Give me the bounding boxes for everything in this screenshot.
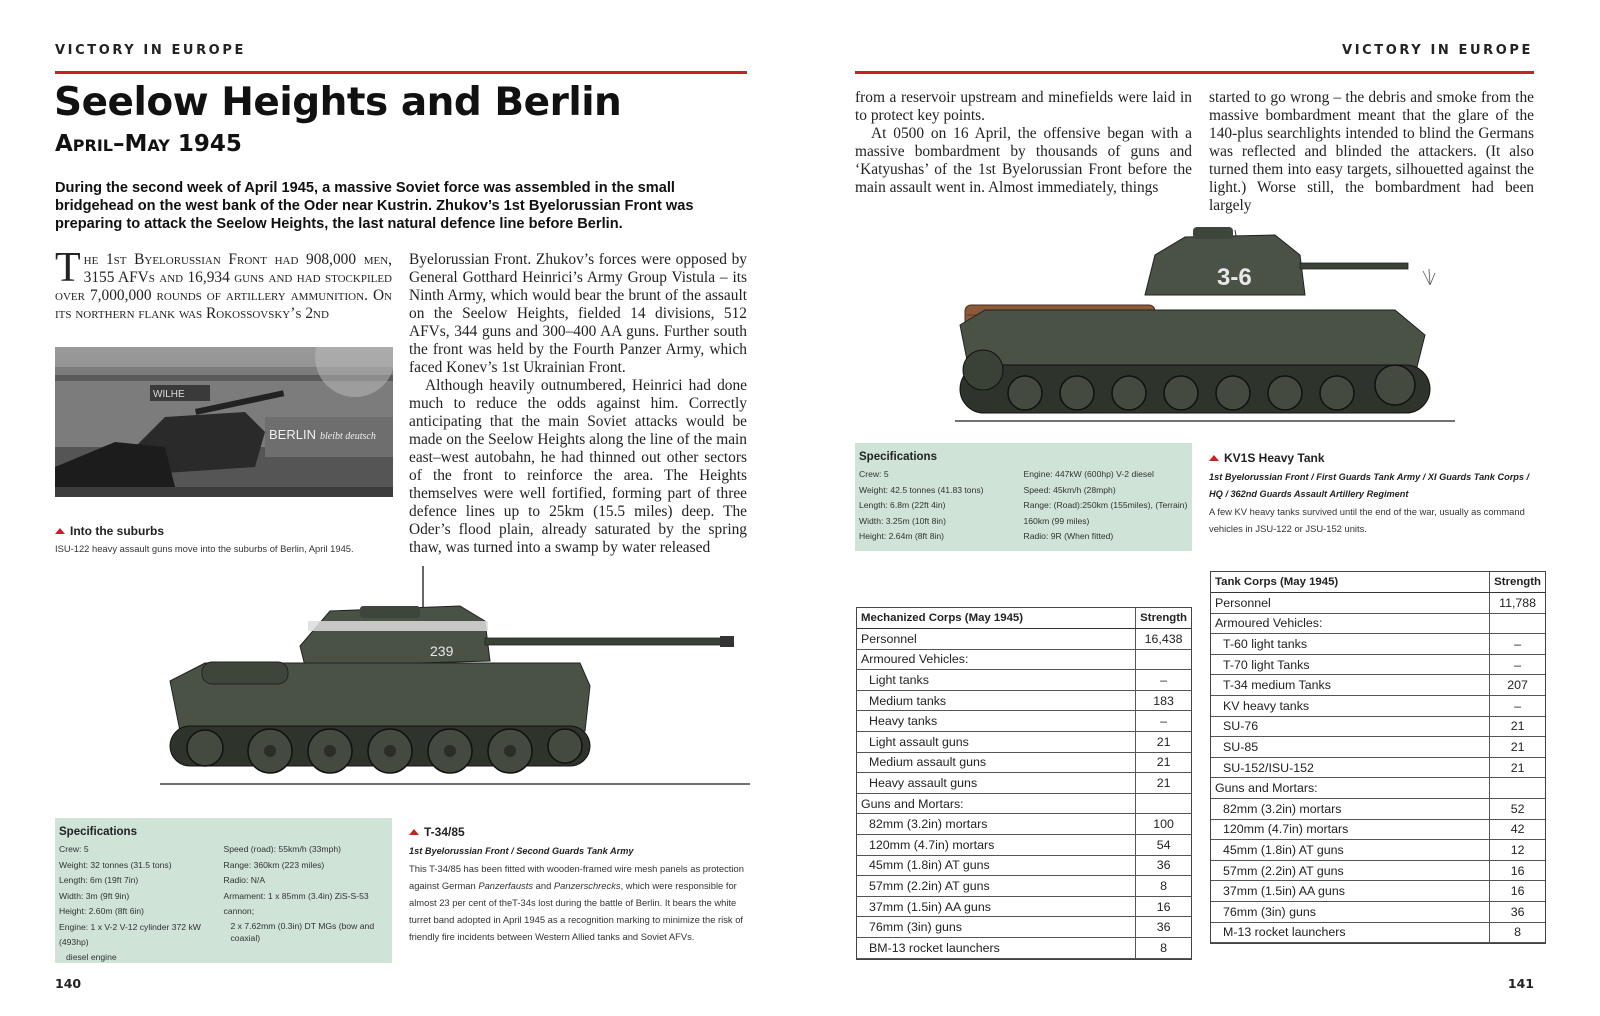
left-col2-para-2: Although heavily outnumbered, Heinrici had done much to reduce the odds against him. Correctly anticipating that the main Soviet attacks would be made on the Seelow Heights along the line of the main east–west autobahn, he had thinned out other sectors of the front to reinforce the area. The Heights themselves were well fortified, forming part of three defence lines up to 25km (15.5 miles) deep. The Oder’s flood plain, already saturated by the spring thaw, was turned into a swamp by water released: [409, 377, 747, 556]
spec-height: Height: 2.64m (8ft 8in): [859, 531, 945, 541]
table-row: [857, 876, 1191, 897]
row-value: 100: [1136, 814, 1191, 835]
table-row: [1211, 922, 1545, 943]
running-head-left: VICTORY IN EUROPE: [55, 43, 246, 58]
row-label: SU-85: [1211, 737, 1490, 758]
table-row: [857, 814, 1191, 835]
table-row: [857, 629, 1191, 650]
table-header-strength: Strength: [1136, 608, 1191, 629]
row-value: [1490, 778, 1545, 799]
t34-caption: [409, 825, 747, 945]
table-row: [857, 711, 1191, 732]
row-label: T-34 medium Tanks: [1211, 675, 1490, 696]
table-row: [1211, 778, 1545, 799]
spec-range-cont: 160km (99 miles): [1023, 515, 1090, 526]
table-row: [1211, 634, 1545, 655]
table-header-label: Tank Corps (May 1945): [1211, 572, 1490, 593]
kv1s-caption-title: KV1S Heavy Tank: [1209, 451, 1534, 465]
table-row: [857, 649, 1191, 670]
table-row: [1211, 613, 1545, 634]
table-row: [857, 752, 1191, 773]
row-value: 11,788: [1490, 593, 1545, 614]
table-row: [1211, 593, 1545, 614]
row-label: 76mm (3in) guns: [1211, 902, 1490, 923]
row-label: T-60 light tanks: [1211, 634, 1490, 655]
table-row: [1211, 881, 1545, 902]
right-col1-para-1: from a reservoir upstream and minefields were laid in to protect key points.: [855, 89, 1192, 124]
running-head-right: VICTORY IN EUROPE: [1342, 43, 1533, 58]
row-value: 16: [1490, 860, 1545, 881]
mechanized-corps-table: [856, 607, 1192, 960]
left-col2-para-1: Byelorussian Front. Zhukov’s forces were opposed by General Gotthard Heinrici’s Army Group Vistula – its Ninth Army, which would bear the brunt of the assault on the Seelow Heights, fielded 14 divisions, 512 AFVs, 344 guns and 300–400 AA guns. Further south the front was held by the Fourth Panzer Army, which faced Konev’s 1st Ukrainian Front.: [409, 251, 747, 376]
table-row: [1211, 716, 1545, 737]
row-label: SU-152/ISU-152: [1211, 757, 1490, 778]
table-row: [857, 793, 1191, 814]
table-header-row: [1211, 572, 1545, 593]
page-number-left: 140: [55, 976, 82, 991]
t34-caption-text: This T-34/85 has been fitted with wooden-framed wire mesh panels as protection against German Panzerfausts and Panzerschrecks, which were responsible for almost 23 per cent of theT-34s lost during the battle of Berlin. It bears the white turret band adopted in April 1945 as a recognition marking to minimize the risk of friendly fire incidents between Western Allied tanks and Soviet AFVs.: [409, 863, 744, 942]
kv1s-turret-number: 3-6: [1217, 264, 1252, 291]
row-value: 36: [1136, 917, 1191, 938]
row-value: –: [1490, 696, 1545, 717]
row-label: 37mm (1.5in) AA guns: [1211, 881, 1490, 902]
spec-engine: Engine: 1 x V-2 V-12 cylinder 372 kW (493hp): [59, 921, 201, 947]
kv1s-caption-subtitle: 1st Byelorussian Front / First Guards Tank Army / XI Guards Tank Corps / HQ / 362nd Guards Assault Artillery Regiment: [1209, 472, 1530, 499]
row-label: 37mm (1.5in) AA guns: [857, 896, 1136, 917]
row-value: [1136, 793, 1191, 814]
row-label: 45mm (1.8in) AT guns: [1211, 840, 1490, 861]
photo-sign-1: BERLIN: [269, 427, 316, 442]
spec-engine: Engine: 447kW (600hp) V-2 diesel: [1023, 469, 1154, 479]
row-label: Personnel: [857, 629, 1136, 650]
right-col1-para-2: At 0500 on 16 April, the offensive began with a massive bombardment by thousands of guns and ‘Katyushas’ of the 1st Byelorussian Front before the main assault went in. Almost immediately, things: [855, 125, 1192, 196]
row-label: BM-13 rocket launchers: [857, 938, 1136, 959]
row-value: 21: [1490, 757, 1545, 778]
table-row: [857, 690, 1191, 711]
table-row: [857, 896, 1191, 917]
spec-engine-cont: diesel engine: [66, 951, 117, 962]
table-header-row: [857, 608, 1191, 629]
row-value: 52: [1490, 799, 1545, 820]
table-row: [857, 732, 1191, 753]
left-col2-text: [409, 251, 747, 557]
kv1s-caption: [1209, 451, 1534, 537]
row-value: –: [1136, 670, 1191, 691]
table-row: [1211, 819, 1545, 840]
header-rule-right: [855, 71, 1534, 74]
page-number-right: 141: [1507, 976, 1534, 991]
row-label: Personnel: [1211, 593, 1490, 614]
row-value: 21: [1136, 752, 1191, 773]
table-row: [1211, 799, 1545, 820]
spec-speed: Speed: 45km/h (28mph): [1023, 484, 1116, 495]
photo-sign-2: bleibt deutsch: [320, 431, 376, 442]
table-row: [857, 773, 1191, 794]
spec-range: Range: 360km (223 miles): [223, 859, 325, 870]
row-value: 207: [1490, 675, 1545, 696]
row-value: 42: [1490, 819, 1545, 840]
row-value: 183: [1136, 690, 1191, 711]
row-label: 57mm (2.2in) AT guns: [857, 876, 1136, 897]
row-value: 16: [1490, 881, 1545, 902]
row-value: 12: [1490, 840, 1545, 861]
row-value: 36: [1490, 902, 1545, 923]
row-label: Medium tanks: [857, 690, 1136, 711]
specs-col-2: [1024, 467, 1189, 545]
table-row: [857, 835, 1191, 856]
left-col1-text: [55, 245, 392, 323]
row-label: 120mm (4.7in) mortars: [1211, 819, 1490, 840]
row-value: [1490, 613, 1545, 634]
caption-triangle-icon: [1209, 455, 1219, 461]
caption-triangle-icon: [55, 528, 65, 534]
row-label: Guns and Mortars:: [1211, 778, 1490, 799]
row-value: 8: [1136, 876, 1191, 897]
row-value: –: [1136, 711, 1191, 732]
col1-body: he 1st Byelorussian Front had 908,000 men, 3155 AFVs and 16,934 guns and had stockpiled over 7,000,000 rounds of artillery ammunition. On its northern flank was Rokossovsky’s 2nd: [55, 251, 392, 322]
table-row: [857, 670, 1191, 691]
table-header-label: Mechanized Corps (May 1945): [857, 608, 1136, 629]
row-label: Light assault guns: [857, 732, 1136, 753]
row-value: 54: [1136, 835, 1191, 856]
tank-corps-table: [1210, 571, 1546, 944]
row-value: 21: [1136, 773, 1191, 794]
row-label: 120mm (4.7in) mortars: [857, 835, 1136, 856]
row-value: 8: [1136, 938, 1191, 959]
specs-col-1: [859, 467, 1024, 545]
table-row: [857, 938, 1191, 959]
row-value: 16,438: [1136, 629, 1191, 650]
photo-shop-sign: WILHE: [153, 389, 185, 400]
table-row: [1211, 696, 1545, 717]
row-label: Armoured Vehicles:: [857, 649, 1136, 670]
berlin-photo: [55, 347, 393, 497]
table-row: [1211, 654, 1545, 675]
row-label: Medium assault guns: [857, 752, 1136, 773]
row-label: 57mm (2.2in) AT guns: [1211, 860, 1490, 881]
t34-turret-number: 239: [430, 643, 454, 659]
row-value: –: [1490, 634, 1545, 655]
table-row: [1211, 757, 1545, 778]
intro-paragraph: During the second week of April 1945, a massive Soviet force was assembled in the small bridgehead on the west bank of the Oder near Kustrin. Zhukov’s 1st Byelorussian Front was preparing to attack the Seelow Heights, the last natural defence line before Berlin.: [55, 180, 694, 232]
row-label: SU-76: [1211, 716, 1490, 737]
spec-weight: Weight: 32 tonnes (31.5 tons): [59, 859, 172, 870]
specs-title: Specifications: [859, 451, 937, 463]
row-label: 76mm (3in) guns: [857, 917, 1136, 938]
table-row: [1211, 737, 1545, 758]
spec-width: Width: 3m (9ft 9in): [59, 890, 130, 901]
specs-col-2: [224, 842, 389, 963]
kv1s-specs-box: [855, 443, 1192, 551]
table-row: [1211, 840, 1545, 861]
kv1s-illustration: [955, 215, 1455, 430]
row-value: 8: [1490, 922, 1545, 943]
row-value: 21: [1490, 737, 1545, 758]
kv1s-caption-text: A few KV heavy tanks survived until the end of the war, usually as command vehicles in JSU-122 or JSU-152 units.: [1209, 506, 1525, 534]
row-value: 21: [1490, 716, 1545, 737]
table-header-strength: Strength: [1490, 572, 1545, 593]
row-label: M-13 rocket launchers: [1211, 922, 1490, 943]
right-col1-text: [855, 89, 1192, 197]
row-value: 21: [1136, 732, 1191, 753]
spec-crew: Crew: 5: [859, 469, 889, 479]
photo-caption-text: ISU-122 heavy assault guns move into the suburbs of Berlin, April 1945.: [55, 543, 354, 554]
row-label: Heavy tanks: [857, 711, 1136, 732]
spec-range: Range: (Road):250km (155miles), (Terrain): [1023, 500, 1188, 510]
spec-radio: Radio: 9R (When fitted): [1023, 531, 1114, 541]
t34-caption-subtitle: 1st Byelorussian Front / Second Guards Tank Army: [409, 846, 634, 856]
row-value: 16: [1136, 896, 1191, 917]
row-value: 36: [1136, 855, 1191, 876]
header-rule-left: [55, 71, 747, 74]
table-row: [1211, 902, 1545, 923]
row-label: Armoured Vehicles:: [1211, 613, 1490, 634]
table-row: [857, 917, 1191, 938]
spec-width: Width: 3.25m (10ft 8in): [859, 515, 946, 526]
row-value: –: [1490, 654, 1545, 675]
row-value: [1136, 649, 1191, 670]
caption-triangle-icon: [409, 829, 419, 835]
row-label: 45mm (1.8in) AT guns: [857, 855, 1136, 876]
spec-height: Height: 2.60m (8ft 6in): [59, 906, 145, 916]
spec-weight: Weight: 42.5 tonnes (41.83 tons): [859, 484, 984, 495]
table-row: [857, 855, 1191, 876]
spec-radio: Radio: N/A: [223, 875, 266, 885]
table-row: [1211, 860, 1545, 881]
right-col2-text: started to go wrong – the debris and smoke from the massive bombardment meant that the glare of the 140-plus searchlights intended to blind the Germans was reflected and blinded the attackers. (It also turned them into easy targets, silhouetted against the light.) Worse still, the bombardment had been largely: [1209, 89, 1534, 214]
photo-caption-title: Into the suburbs: [55, 524, 164, 538]
spec-armament: Armament: 1 x 85mm (3.4in) ZiS-S-53 cannon;: [223, 890, 369, 916]
t34-specs-box: [55, 818, 392, 963]
row-label: Guns and Mortars:: [857, 793, 1136, 814]
spec-crew: Crew: 5: [59, 844, 89, 854]
t34-85-illustration: [160, 566, 750, 806]
drop-cap: T: [55, 245, 81, 291]
spec-length: Length: 6.8m (22ft 4in): [859, 500, 946, 510]
row-label: T-70 light Tanks: [1211, 654, 1490, 675]
specs-title: Specifications: [59, 826, 137, 838]
spec-length: Length: 6m (19ft 7in): [59, 875, 139, 885]
row-label: 82mm (3.2in) mortars: [857, 814, 1136, 835]
row-label: KV heavy tanks: [1211, 696, 1490, 717]
row-label: Light tanks: [857, 670, 1136, 691]
row-label: Heavy assault guns: [857, 773, 1136, 794]
table-row: [1211, 675, 1545, 696]
spec-speed: Speed (road): 55km/h (33mph): [223, 844, 342, 854]
row-label: 82mm (3.2in) mortars: [1211, 799, 1490, 820]
specs-col-1: [59, 842, 224, 963]
page-subtitle: April–May 1945: [55, 131, 242, 157]
page-title: Seelow Heights and Berlin: [54, 80, 622, 125]
t34-caption-title: T-34/85: [409, 825, 747, 839]
spec-armament-cont: 2 x 7.62mm (0.3in) DT MGs (bow and coaxial): [230, 920, 375, 943]
